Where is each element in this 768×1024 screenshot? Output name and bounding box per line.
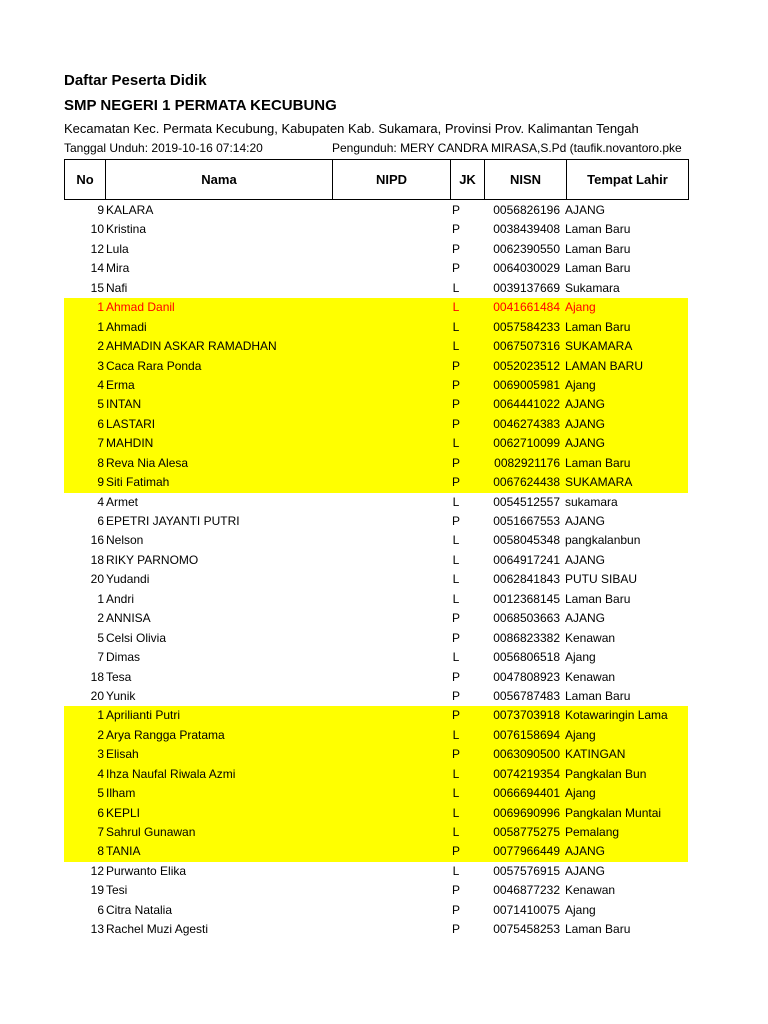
row-jk: P <box>451 261 460 276</box>
row-nama: Nafi <box>106 280 128 295</box>
row-jk: L <box>452 650 460 665</box>
row-nisn: 0047808923 <box>493 669 560 684</box>
row-tempat-lahir: Kenawan <box>565 669 616 684</box>
row-nama: Ahmadi <box>106 319 147 334</box>
row-nama: Caca Rara Ponda <box>106 358 202 373</box>
row-nama: Sahrul Gunawan <box>106 825 196 839</box>
row-tempat-lahir: Ajang <box>565 650 596 665</box>
header-nipd: NIPD <box>333 160 451 200</box>
row-nama: Mira <box>106 261 130 276</box>
row-nisn: 0052023512 <box>493 358 560 373</box>
row-nama: Dimas <box>106 650 141 665</box>
table-row <box>64 668 688 687</box>
row-jk: P <box>451 902 460 917</box>
row-tempat-lahir: Laman Baru <box>565 591 631 606</box>
header-tempat-lahir: Tempat Lahir <box>567 160 689 200</box>
row-nama: TANIA <box>106 844 141 859</box>
table-row <box>64 765 688 784</box>
row-no: 2 <box>97 339 104 354</box>
row-tempat-lahir: Ajang <box>565 377 596 392</box>
row-jk: P <box>451 397 460 412</box>
row-nisn: 0038439408 <box>493 222 560 237</box>
row-tempat-lahir: AJANG <box>565 552 606 567</box>
row-nisn: 0062841843 <box>493 572 560 587</box>
row-tempat-lahir: Ajang <box>565 300 596 315</box>
row-tempat-lahir: KATINGAN <box>565 747 626 762</box>
row-tempat-lahir: PUTU SIBAU <box>565 572 638 587</box>
row-jk: L <box>452 766 460 781</box>
school-location: Kecamatan Kec. Permata Kecubung, Kabupaten Kab. Sukamara, Provinsi Prov. Kalimantan Tengah <box>64 121 639 136</box>
row-nisn: 0056806518 <box>493 650 560 665</box>
row-nisn: 0086823382 <box>493 630 560 645</box>
row-jk: P <box>451 377 460 392</box>
row-jk: P <box>451 669 460 684</box>
table-row <box>64 862 688 881</box>
row-no: 6 <box>97 805 104 820</box>
row-no: 18 <box>90 552 104 567</box>
row-nama: KALARA <box>106 203 154 217</box>
row-nisn: 0063090500 <box>493 747 560 762</box>
row-nama: Ahmad Danil <box>106 300 175 315</box>
table-row <box>64 726 688 745</box>
row-nama: Arya Rangga Pratama <box>106 727 225 742</box>
downloader-info: Pengunduh: MERY CANDRA MIRASA,S.Pd (taufik.novantoro.pke <box>332 141 682 155</box>
row-tempat-lahir: AJANG <box>565 397 606 412</box>
row-no: 6 <box>97 902 104 917</box>
row-nama: Siti Fatimah <box>106 475 170 490</box>
row-nisn: 0062710099 <box>493 436 560 451</box>
row-nama: MAHDIN <box>106 436 154 451</box>
row-nisn: 0064441022 <box>493 397 560 412</box>
row-no: 13 <box>90 922 104 937</box>
row-no: 12 <box>90 863 104 878</box>
row-jk: P <box>451 416 460 431</box>
table-row <box>64 493 688 512</box>
row-nama: Ilham <box>106 786 136 801</box>
row-nisn: 0082921176 <box>494 455 560 470</box>
row-nama: Ihza Naufal Riwala Azmi <box>106 766 236 781</box>
row-tempat-lahir: Kenawan <box>565 630 616 645</box>
row-jk: L <box>452 825 460 839</box>
row-jk: L <box>452 552 460 567</box>
row-nama: INTAN <box>106 397 142 412</box>
row-nisn: 0073703918 <box>493 708 560 723</box>
row-tempat-lahir: LAMAN BARU <box>565 358 644 373</box>
row-nama: Erma <box>106 377 135 392</box>
row-nama: Purwanto Elika <box>106 863 187 878</box>
student-table-header <box>64 159 689 200</box>
row-no: 7 <box>97 825 104 839</box>
row-nama: Celsi Olivia <box>106 630 167 645</box>
table-row <box>64 454 688 473</box>
row-nama: Aprilianti Putri <box>106 708 181 723</box>
table-row <box>64 531 688 550</box>
row-no: 1 <box>97 319 104 334</box>
row-nama: Andri <box>106 591 135 606</box>
row-no: 9 <box>97 203 104 217</box>
row-nisn: 0056826196 <box>493 203 560 217</box>
school-name: SMP NEGERI 1 PERMATA KECUBUNG <box>64 97 337 114</box>
row-no: 5 <box>97 397 104 412</box>
row-jk: L <box>452 300 460 315</box>
header-nisn: NISN <box>485 160 567 200</box>
row-jk: P <box>451 630 460 645</box>
row-tempat-lahir: AJANG <box>565 844 606 859</box>
row-tempat-lahir: AJANG <box>565 203 606 217</box>
row-no: 4 <box>97 377 104 392</box>
row-jk: P <box>451 747 460 762</box>
row-no: 8 <box>97 844 104 859</box>
row-no: 9 <box>97 475 104 490</box>
row-tempat-lahir: Laman Baru <box>565 688 631 703</box>
row-tempat-lahir: Ajang <box>565 786 596 801</box>
row-tempat-lahir: Laman Baru <box>565 922 631 937</box>
row-jk: P <box>451 708 460 723</box>
row-no: 1 <box>97 591 104 606</box>
table-row <box>64 357 688 376</box>
row-nama: Nelson <box>106 533 144 548</box>
row-tempat-lahir: AJANG <box>565 863 606 878</box>
table-row <box>64 706 688 725</box>
table-row <box>64 376 688 395</box>
row-jk: P <box>451 455 460 470</box>
row-tempat-lahir: Pangkalan Muntai <box>565 805 662 820</box>
row-no: 2 <box>97 611 104 626</box>
row-nisn: 0039137669 <box>493 280 560 295</box>
row-nisn: 0058045348 <box>493 533 560 548</box>
row-jk: L <box>452 572 460 587</box>
table-row <box>64 318 688 337</box>
row-no: 4 <box>97 766 104 781</box>
row-nisn: 0058775275 <box>493 825 560 839</box>
row-jk: L <box>452 436 460 451</box>
row-jk: P <box>451 475 460 490</box>
table-row <box>64 240 688 259</box>
download-date: Tanggal Unduh: 2019-10-16 07:14:20 <box>64 141 263 155</box>
row-nisn: 0068503663 <box>493 611 560 626</box>
row-nama: AHMADIN ASKAR RAMADHAN <box>106 339 277 354</box>
table-row <box>64 687 688 706</box>
row-jk: P <box>451 844 460 859</box>
row-no: 5 <box>97 630 104 645</box>
row-nama: Yudandi <box>106 572 150 587</box>
row-nisn: 0071410075 <box>493 902 560 917</box>
row-tempat-lahir: SUKAMARA <box>565 339 633 354</box>
row-no: 20 <box>90 688 104 703</box>
row-nisn: 0067507316 <box>493 339 560 354</box>
row-jk: L <box>452 591 460 606</box>
row-nisn: 0066694401 <box>493 786 560 801</box>
table-row <box>64 201 688 220</box>
row-no: 7 <box>97 650 104 665</box>
table-row <box>64 337 688 356</box>
row-nisn: 0056787483 <box>493 688 560 703</box>
table-row <box>64 881 688 900</box>
row-jk: P <box>451 514 460 528</box>
row-nama: Lula <box>106 241 129 256</box>
row-tempat-lahir: Pangkalan Bun <box>565 766 647 781</box>
row-tempat-lahir: Kenawan <box>565 883 616 898</box>
row-nisn: 0067624438 <box>493 475 560 490</box>
row-jk: P <box>451 241 460 256</box>
row-no: 2 <box>97 727 104 742</box>
row-nisn: 0074219354 <box>493 766 560 781</box>
row-nama: KEPLI <box>106 805 141 820</box>
row-no: 3 <box>97 358 104 373</box>
table-row <box>64 609 688 628</box>
row-no: 12 <box>90 241 104 256</box>
row-nama: Rachel Muzi Agesti <box>106 922 209 937</box>
row-tempat-lahir: Ajang <box>565 727 596 742</box>
row-nisn: 0062390550 <box>493 241 560 256</box>
row-jk: P <box>451 883 460 898</box>
row-tempat-lahir: Laman Baru <box>565 455 631 470</box>
row-tempat-lahir: Laman Baru <box>565 261 631 276</box>
row-no: 19 <box>90 883 104 898</box>
table-row <box>64 784 688 803</box>
table-row <box>64 804 688 823</box>
row-jk: P <box>451 358 460 373</box>
table-row <box>64 823 688 842</box>
row-nama: EPETRI JAYANTI PUTRI <box>106 514 240 528</box>
row-jk: L <box>452 319 460 334</box>
row-nama: Armet <box>106 494 139 509</box>
row-jk: P <box>451 922 460 937</box>
row-no: 10 <box>90 222 104 237</box>
row-tempat-lahir: pangkalanbun <box>565 533 641 548</box>
table-row <box>64 842 688 861</box>
row-nisn: 0064030029 <box>493 261 560 276</box>
row-nama: ANNISA <box>106 611 151 626</box>
row-nama: RIKY PARNOMO <box>106 552 199 567</box>
table-row <box>64 259 688 278</box>
table-row <box>64 590 688 609</box>
row-no: 5 <box>97 786 104 801</box>
row-tempat-lahir: Ajang <box>565 902 596 917</box>
row-nama: LASTARI <box>106 416 156 431</box>
row-nisn: 0046274383 <box>493 416 560 431</box>
row-nama: Citra Natalia <box>106 902 173 917</box>
row-tempat-lahir: Sukamara <box>565 280 620 295</box>
table-row <box>64 279 688 298</box>
document-title: Daftar Peserta Didik <box>64 72 207 89</box>
table-row <box>64 629 688 648</box>
row-nama: Yunik <box>106 688 136 703</box>
row-jk: P <box>451 688 460 703</box>
student-table-body <box>64 201 688 940</box>
header-jk: JK <box>451 160 485 200</box>
row-no: 8 <box>97 455 104 470</box>
table-row <box>64 920 688 939</box>
row-no: 3 <box>97 747 104 762</box>
table-row <box>64 415 688 434</box>
row-jk: L <box>452 727 460 742</box>
row-nisn: 0077966449 <box>493 844 560 859</box>
table-row <box>64 551 688 570</box>
row-no: 16 <box>90 533 104 548</box>
row-nisn: 0054512557 <box>493 494 560 509</box>
row-jk: L <box>452 533 460 548</box>
row-nama: Reva Nia Alesa <box>106 455 189 470</box>
header-nama: Nama <box>106 160 333 200</box>
row-jk: L <box>452 494 460 509</box>
table-row <box>64 745 688 764</box>
row-nisn: 0046877232 <box>493 883 560 898</box>
row-no: 7 <box>97 436 104 451</box>
row-no: 1 <box>97 300 104 315</box>
row-no: 1 <box>97 708 104 723</box>
row-tempat-lahir: AJANG <box>565 611 606 626</box>
row-tempat-lahir: sukamara <box>565 494 618 509</box>
row-nisn: 0075458253 <box>493 922 560 937</box>
row-nisn: 0057584233 <box>493 319 560 334</box>
row-tempat-lahir: Laman Baru <box>565 319 631 334</box>
table-row <box>64 648 688 667</box>
row-tempat-lahir: AJANG <box>565 514 606 528</box>
row-jk: L <box>452 805 460 820</box>
row-jk: P <box>451 611 460 626</box>
row-tempat-lahir: Laman Baru <box>565 241 631 256</box>
table-row <box>64 901 688 920</box>
row-tempat-lahir: Laman Baru <box>565 222 631 237</box>
row-no: 18 <box>90 669 104 684</box>
table-row <box>64 473 688 492</box>
row-nisn: 0064917241 <box>493 552 560 567</box>
table-row <box>64 570 688 589</box>
row-no: 20 <box>90 572 104 587</box>
row-nisn: 0069690996 <box>493 805 560 820</box>
header-no: No <box>65 160 106 200</box>
row-nisn: 0057576915 <box>493 863 560 878</box>
row-jk: P <box>451 203 460 217</box>
table-row <box>64 395 688 414</box>
row-nisn: 0051667553 <box>493 514 560 528</box>
row-jk: P <box>451 222 460 237</box>
row-tempat-lahir: Kotawaringin Lama <box>565 708 668 723</box>
table-row <box>64 298 688 317</box>
row-nama: Kristina <box>106 222 147 237</box>
row-tempat-lahir: AJANG <box>565 416 606 431</box>
row-nama: Elisah <box>106 747 139 762</box>
row-jk: L <box>452 339 460 354</box>
table-row <box>64 220 688 239</box>
row-no: 4 <box>97 494 104 509</box>
row-tempat-lahir: AJANG <box>565 436 606 451</box>
row-nisn: 0069005981 <box>493 377 560 392</box>
row-nisn: 0012368145 <box>493 591 560 606</box>
row-jk: L <box>452 280 460 295</box>
row-no: 15 <box>90 280 104 295</box>
row-jk: L <box>452 863 460 878</box>
table-row <box>64 512 688 531</box>
row-nisn: 0076158694 <box>493 727 560 742</box>
row-nama: Tesa <box>106 669 132 684</box>
row-nisn: 0041661484 <box>493 300 560 315</box>
row-nama: Tesi <box>106 883 128 898</box>
row-no: 6 <box>97 514 104 528</box>
row-no: 14 <box>90 261 104 276</box>
row-tempat-lahir: SUKAMARA <box>565 475 633 490</box>
row-jk: L <box>452 786 460 801</box>
table-row <box>64 434 688 453</box>
row-tempat-lahir: Pemalang <box>565 825 620 839</box>
row-no: 6 <box>97 416 104 431</box>
